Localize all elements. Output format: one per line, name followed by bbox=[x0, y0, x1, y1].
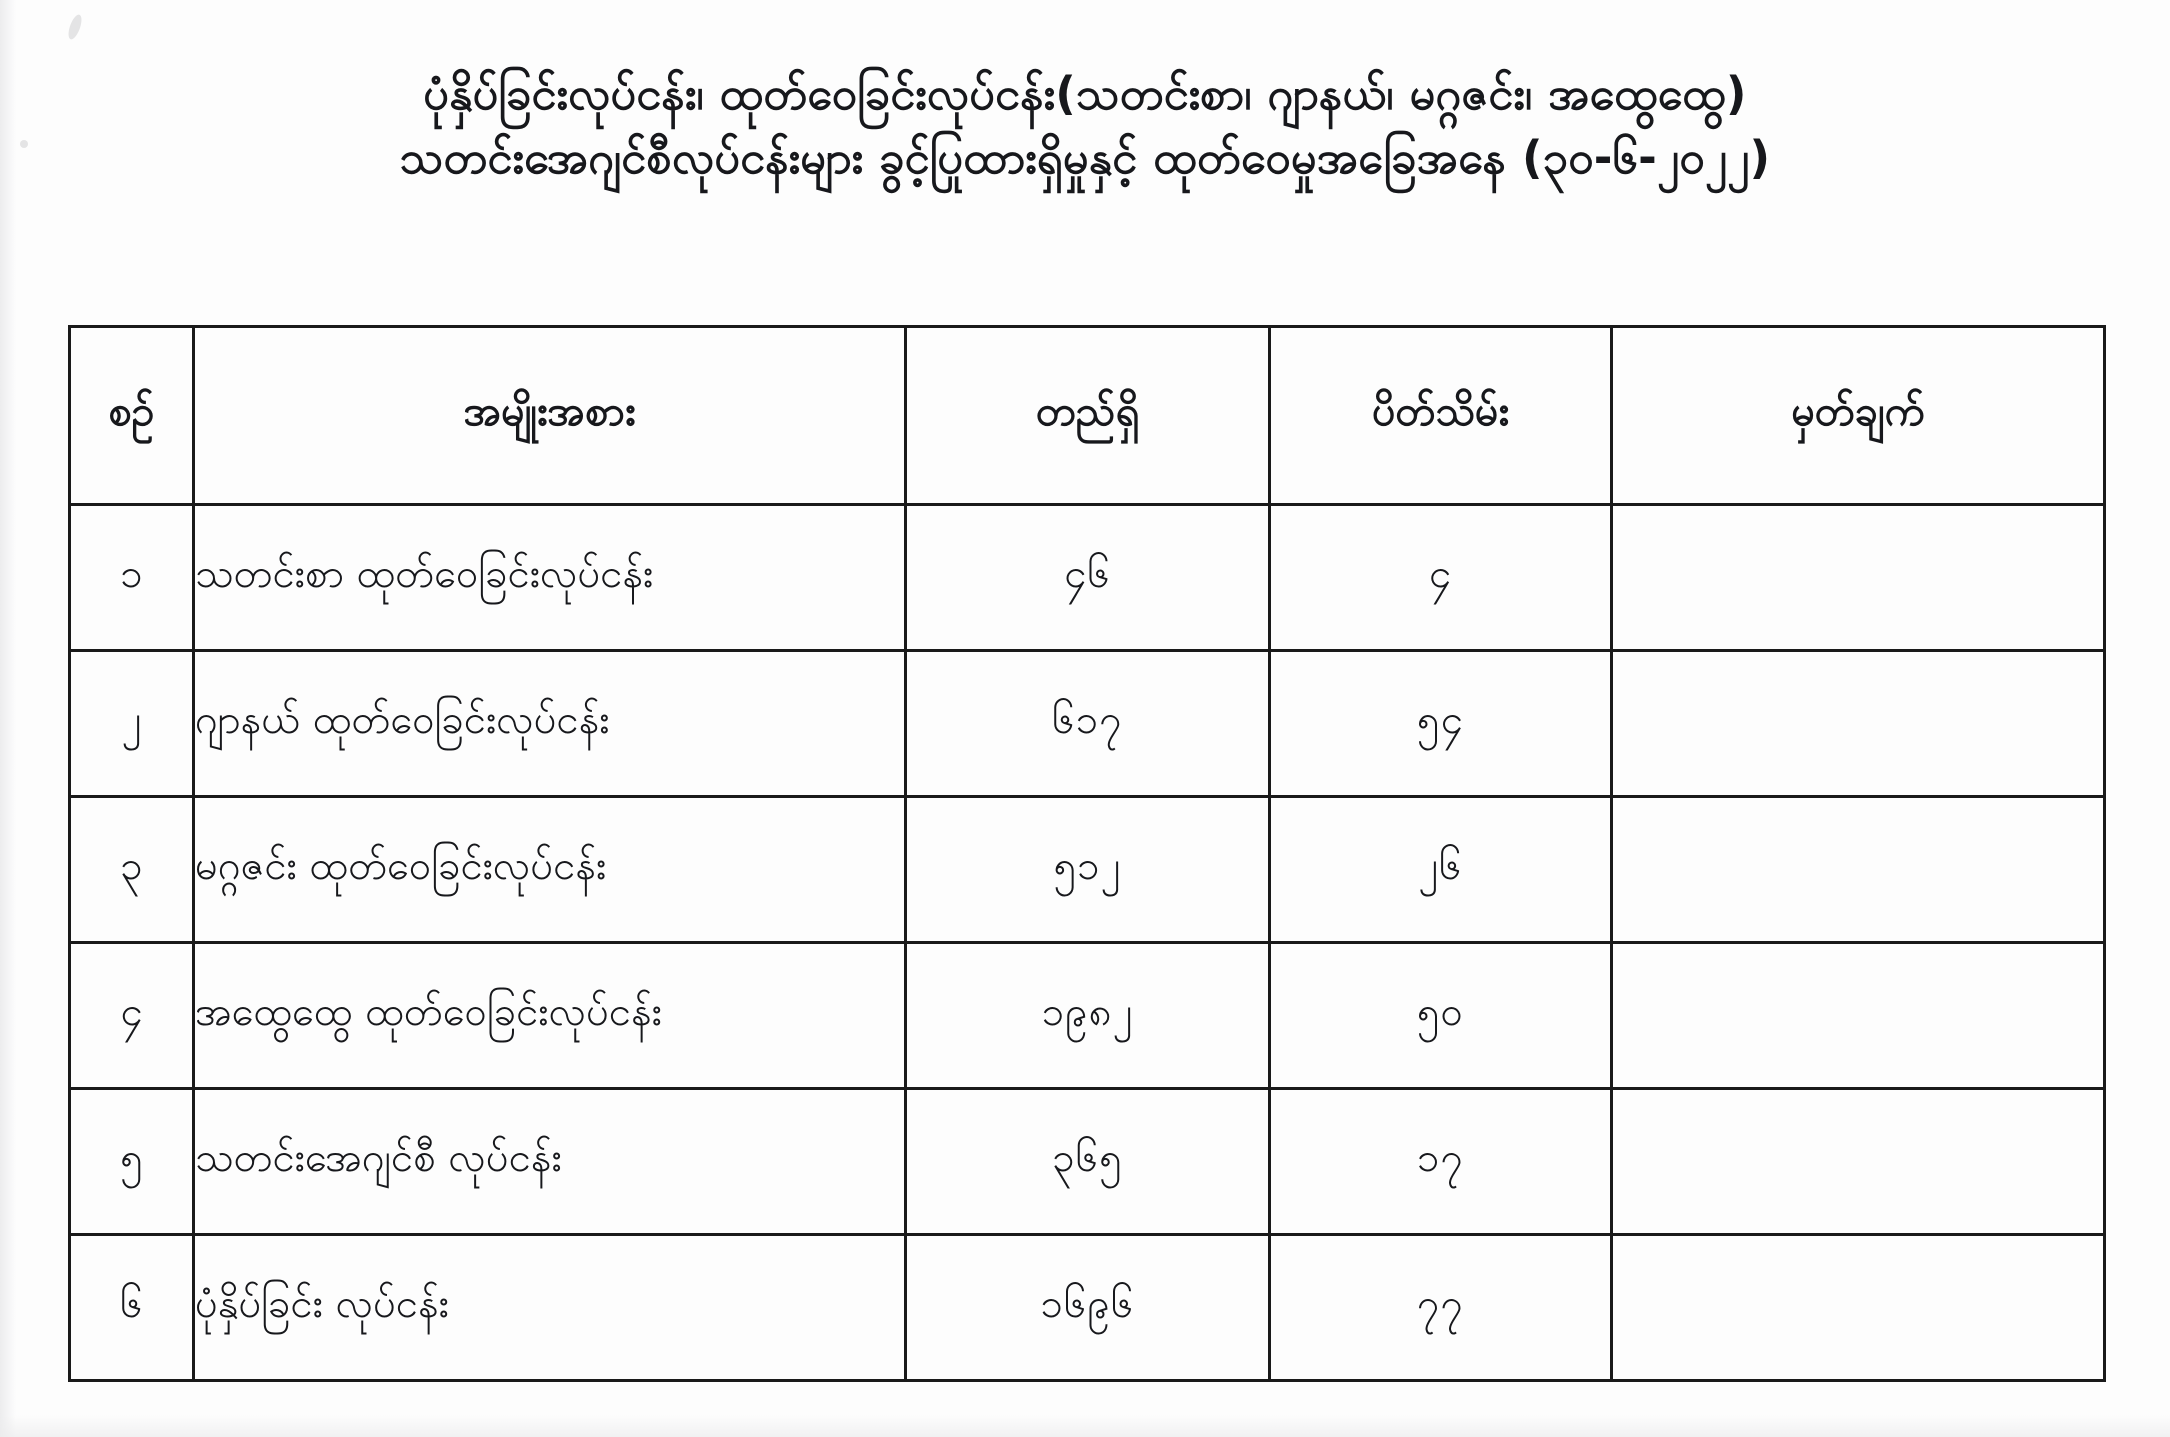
cell-existing: ၃၆၅ bbox=[906, 1089, 1270, 1235]
report-table-container bbox=[68, 325, 2103, 1382]
column-header-closed: ပိတ်သိမ်း bbox=[1270, 327, 1612, 505]
column-header-type: အမျိုးအစား bbox=[194, 327, 906, 505]
table-row bbox=[70, 1089, 2105, 1235]
scan-speck bbox=[66, 13, 84, 41]
cell-remark bbox=[1612, 1235, 2105, 1381]
table-header-row bbox=[70, 327, 2105, 505]
scan-edge-artifact bbox=[0, 0, 16, 1437]
title-line-2: သတင်းအေဂျင်စီလုပ်ငန်းများ ခွင့်ပြုထားရှိမှုနှင့် ထုတ်ဝေမှုအခြေအနေ (၃၀-၆-၂၀၂၂) bbox=[399, 130, 1771, 184]
cell-no: ၆ bbox=[70, 1235, 194, 1381]
table-body bbox=[70, 505, 2105, 1381]
cell-existing: ၄၆ bbox=[906, 505, 1270, 651]
cell-remark bbox=[1612, 943, 2105, 1089]
cell-closed: ၅၄ bbox=[1270, 651, 1612, 797]
table-row bbox=[70, 943, 2105, 1089]
cell-closed: ၇၇ bbox=[1270, 1235, 1612, 1381]
cell-type: သတင်းစာ ထုတ်ဝေခြင်းလုပ်ငန်း bbox=[194, 505, 906, 651]
cell-no: ၅ bbox=[70, 1089, 194, 1235]
table-header bbox=[70, 327, 2105, 505]
cell-no: ၃ bbox=[70, 797, 194, 943]
cell-closed: ၂၆ bbox=[1270, 797, 1612, 943]
table-row bbox=[70, 651, 2105, 797]
cell-closed: ၅၀ bbox=[1270, 943, 1612, 1089]
cell-closed: ၄ bbox=[1270, 505, 1612, 651]
cell-type: မဂ္ဂဇင်း ထုတ်ဝေခြင်းလုပ်ငန်း bbox=[194, 797, 906, 943]
table-row bbox=[70, 1235, 2105, 1381]
cell-existing: ၅၁၂ bbox=[906, 797, 1270, 943]
cell-no: ၁ bbox=[70, 505, 194, 651]
document-title bbox=[0, 62, 2170, 190]
cell-no: ၂ bbox=[70, 651, 194, 797]
report-table bbox=[68, 325, 2106, 1382]
cell-type: သတင်းအေဂျင်စီ လုပ်ငန်း bbox=[194, 1089, 906, 1235]
table-row bbox=[70, 505, 2105, 651]
cell-remark bbox=[1612, 1089, 2105, 1235]
table-row bbox=[70, 797, 2105, 943]
scan-edge-artifact bbox=[0, 1415, 2170, 1437]
cell-no: ၄ bbox=[70, 943, 194, 1089]
cell-remark bbox=[1612, 505, 2105, 651]
cell-type: ဂျာနယ် ထုတ်ဝေခြင်းလုပ်ငန်း bbox=[194, 651, 906, 797]
cell-existing: ၁၉၈၂ bbox=[906, 943, 1270, 1089]
column-header-remark: မှတ်ချက် bbox=[1612, 327, 2105, 505]
title-line-1: ပုံနှိပ်ခြင်းလုပ်ငန်း၊ ထုတ်ဝေခြင်းလုပ်ငန်း(သတင်းစာ၊ ဂျာနယ်၊ မဂ္ဂဇင်း၊ အထွေထွေ) bbox=[423, 67, 1747, 120]
cell-remark bbox=[1612, 651, 2105, 797]
cell-closed: ၁၇ bbox=[1270, 1089, 1612, 1235]
cell-type: အထွေထွေ ထုတ်ဝေခြင်းလုပ်ငန်း bbox=[194, 943, 906, 1089]
column-header-no: စဉ် bbox=[70, 327, 194, 505]
cell-remark bbox=[1612, 797, 2105, 943]
column-header-existing: တည်ရှိ bbox=[906, 327, 1270, 505]
cell-type: ပုံနှိပ်ခြင်း လုပ်ငန်း bbox=[194, 1235, 906, 1381]
cell-existing: ၆၁၇ bbox=[906, 651, 1270, 797]
cell-existing: ၁၆၉၆ bbox=[906, 1235, 1270, 1381]
